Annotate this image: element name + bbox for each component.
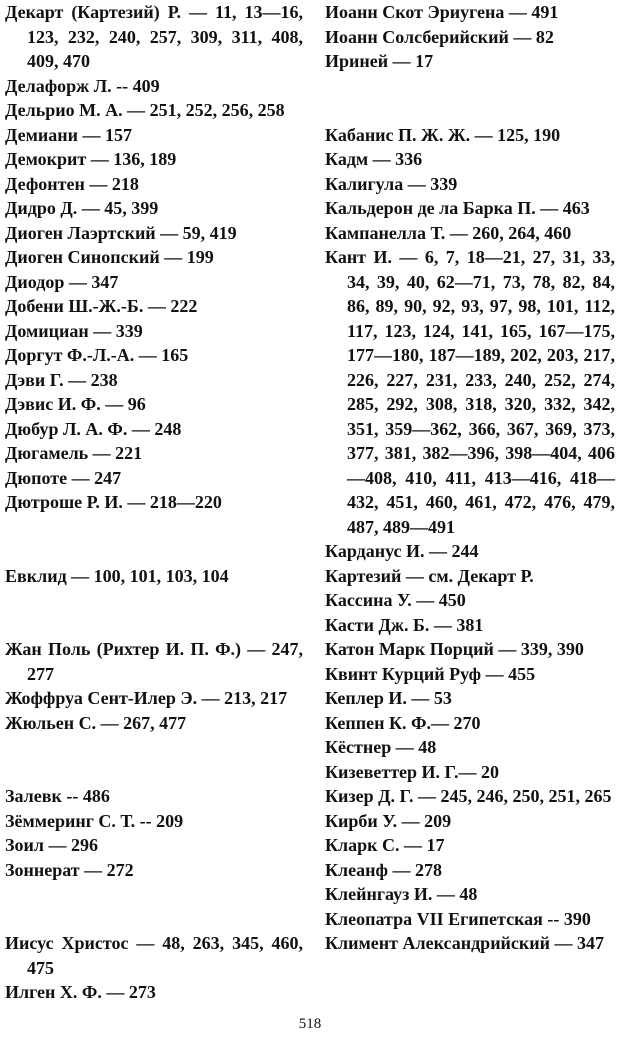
index-entry: Кассина У. — 450 [325, 590, 466, 610]
index-entry: Кабанис П. Ж. Ж. — 125, 190 [325, 124, 561, 145]
section-spacer [5, 588, 303, 637]
index-entry: Жан Поль (Рихтер И. П. Ф.) — 247, 277 [5, 639, 303, 684]
index-entry: Кларк С. — 17 [325, 835, 445, 855]
index-entry: Дюпоте — 247 [5, 467, 122, 488]
index-entry: Касти Дж. Б. — 381 [325, 614, 484, 635]
index-entry: Клейнгауз И. — 48 [325, 884, 478, 904]
index-entry: Дютроше Р. И. — 218—220 [5, 492, 222, 512]
section-spacer [325, 74, 615, 123]
index-entry: Кальдерон де ла Барка П. — 463 [325, 198, 590, 218]
index-entry: Кант И. — 6, 7, 18—21, 27, 31, 33, 34, 39, 40, 62—71, 73, 78, 82, 84, 86, 89, 90, 92, 93, 97, 98, 101, 112, 117, 123, 124, 141, 165, 167—175, 177—180, 187—189, 202, 203, 217, 226, 227, 231, 233, 240, 252, 274, 285, 292, 308, 318, 320, 332, 342, 351, 359—362, 366, 367, 369, 373, 377, 381, 382—396, 398—404, 406—408, 410, 411, 413—416, 418—432, 451, 460, 461, 472, 476, 479, 487, 489—491 [325, 247, 615, 537]
index-entry: Илген Х. Ф. — 273 [5, 982, 156, 1002]
index-entry: Диодор — 347 [5, 271, 119, 292]
index-entry: Диоген Синопский — 199 [5, 247, 214, 267]
index-entry: Квинт Курций Руф — 455 [325, 663, 536, 684]
index-entry: Иоанн Скот Эриугена — 491 [325, 2, 559, 22]
index-entry: Добени Ш.-Ж.-Б. — 222 [5, 296, 198, 316]
index-entry: Иоанн Солсберийский — 82 [325, 26, 554, 47]
section-spacer [5, 735, 303, 784]
right-index-column [325, 0, 615, 956]
index-entry: Клеопатра VII Египетская -- 390 [325, 908, 591, 929]
index-entry: Кирби У. — 209 [325, 810, 452, 831]
index-entry: Кизер Д. Г. — 245, 246, 250, 251, 265 [325, 786, 612, 806]
index-entry: Дельрио М. А. — 251, 252, 256, 258 [5, 100, 285, 120]
index-entry: Демиани — 157 [5, 124, 132, 145]
index-entry: Евклид — 100, 101, 103, 104 [5, 565, 229, 586]
index-entry: Дидро Д. — 45, 399 [5, 198, 159, 218]
index-entry: Кизеветтер И. Г.— 20 [325, 761, 499, 782]
index-entry: Кеплер И. — 53 [325, 688, 452, 708]
index-entry: Дюбур Л. А. Ф. — 248 [5, 418, 182, 439]
index-entry: Зоил — 296 [5, 835, 98, 855]
index-entry: Дефонтен — 218 [5, 173, 139, 194]
index-entry: Клеанф — 278 [325, 859, 442, 880]
index-entry: Декарт (Картезий) Р. — 11, 13—16, 123, 232, 240, 257, 309, 311, 408, 409, 470 [5, 2, 303, 71]
index-entry: Домициан — 339 [5, 320, 143, 341]
index-entry: Дэвис И. Ф. — 96 [5, 394, 146, 414]
index-entry: Дэви Г. — 238 [5, 369, 118, 390]
index-entry: Зоннерат — 272 [5, 859, 134, 880]
index-entry: Диоген Лаэртский — 59, 419 [5, 222, 237, 243]
index-entry: Зёммеринг С. Т. -- 209 [5, 810, 184, 831]
page-number: 518 [298, 1016, 322, 1032]
left-index-column [5, 0, 303, 1005]
index-entry: Делафорж Л. -- 409 [5, 75, 160, 96]
section-spacer [5, 882, 303, 931]
index-entry: Карданус И. — 244 [325, 541, 479, 561]
index-entry: Иисус Христос — 48, 263, 345, 460, 475 [5, 933, 303, 978]
index-entry: Ириней — 17 [325, 51, 434, 71]
index-entry: Катон Марк Порций — 339, 390 [325, 639, 584, 659]
index-entry: Картезий — см. Декарт Р. [325, 565, 534, 586]
index-entry: Демокрит — 136, 189 [5, 149, 177, 169]
index-entry: Залевк -- 486 [5, 786, 110, 806]
index-entry: Жюльен С. — 267, 477 [5, 712, 187, 733]
index-entry: Калигула — 339 [325, 173, 458, 194]
index-entry: Доргут Ф.-Л.-А. — 165 [5, 345, 189, 365]
index-entry: Кеппен К. Ф.— 270 [325, 712, 481, 733]
index-entry: Кампанелла Т. — 260, 264, 460 [325, 222, 572, 243]
index-entry: Кадм — 336 [325, 149, 423, 169]
index-entry: Жоффруа Сент-Илер Э. — 213, 217 [5, 688, 288, 708]
index-entry: Кёстнер — 48 [325, 737, 437, 757]
section-spacer [5, 515, 303, 564]
index-entry: Дюгамель — 221 [5, 443, 143, 463]
index-entry: Климент Александрийский — 347 [325, 933, 605, 953]
